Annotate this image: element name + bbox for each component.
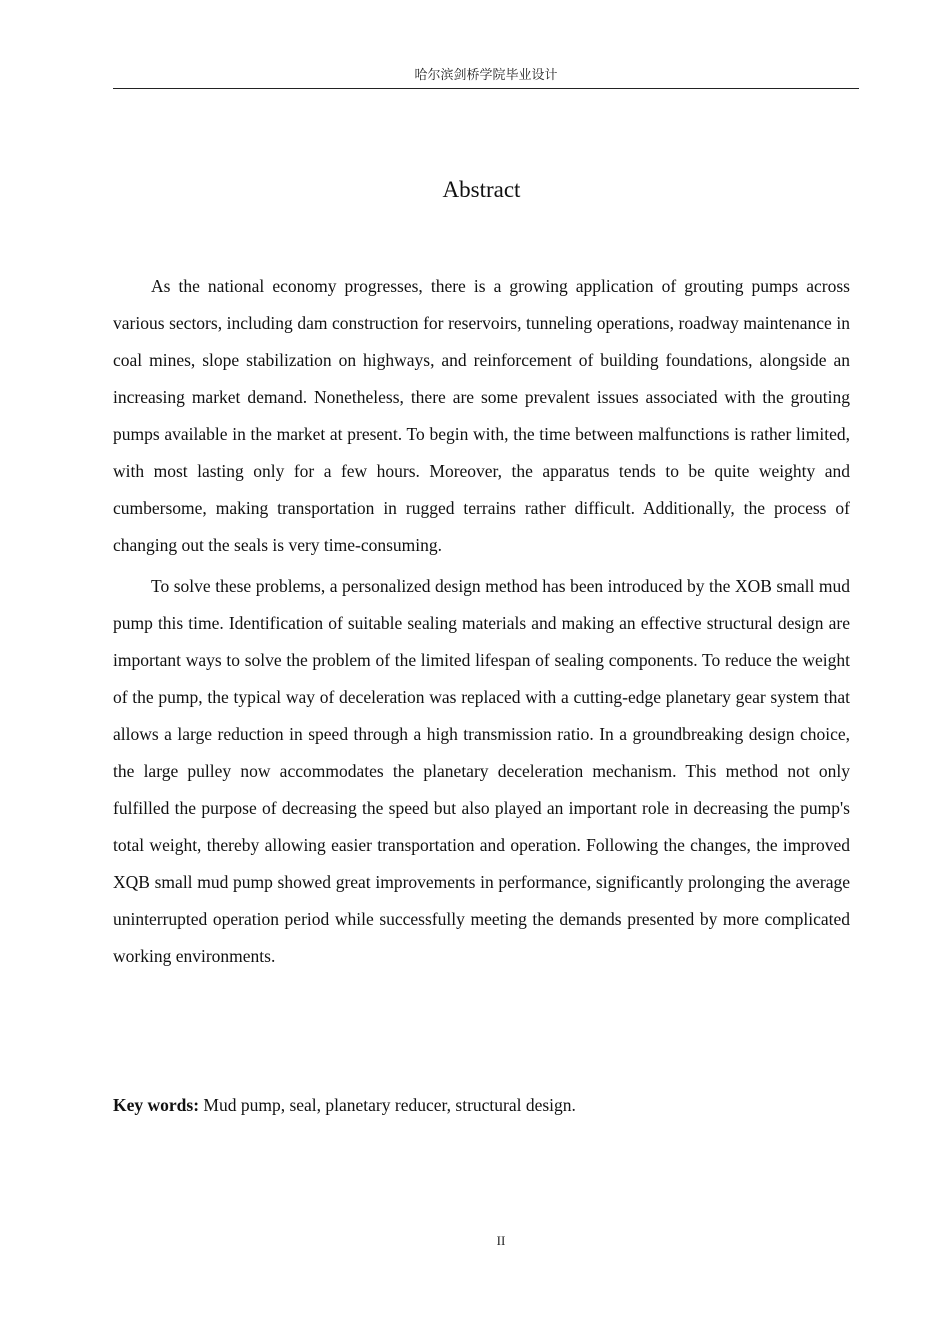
keywords-text: Mud pump, seal, planetary reducer, structural design.: [199, 1095, 576, 1115]
abstract-paragraph-1: As the national economy progresses, there is a growing application of grouting pumps across various sectors, including dam construction for reservoirs, tunneling operations, roadway maintenance in coal mines, slope stabilization on highways, and reinforcement of building foundations, alongside an increasing market demand. Nonetheless, there are some prevalent issues associated with the grouting pumps available in the market at present. To begin with, the time between malfunctions is rather limited, with most lasting only for a few hours. Moreover, the apparatus tends to be quite weighty and cumbersome, making transportation in rugged terrains rather difficult. Additionally, the process of changing out the seals is very time-consuming.: [113, 276, 850, 555]
keywords-line: [113, 1090, 850, 1120]
keywords-label: Key words:: [113, 1095, 200, 1115]
page-header: [113, 66, 859, 89]
page-number: II: [496, 1233, 506, 1248]
header-title: 哈尔滨剑桥学院毕业设计: [414, 68, 558, 83]
abstract-body: [113, 268, 850, 975]
page-title: Abstract: [442, 177, 521, 202]
abstract-paragraph-2: To solve these problems, a personalized design method has been introduced by the XOB small mud pump this time. Identification of suitable sealing materials and making an effective structural design are important ways to solve the problem of the limited lifespan of sealing components. To reduce the weight of the pump, the typical way of deceleration was replaced with a cutting-edge planetary gear system that allows a large reduction in speed through a high transmission ratio. In a groundbreaking design choice, the large pulley now accommodates the planetary deceleration mechanism. This method not only fulfilled the purpose of decreasing the speed but also played an important role in decreasing the pump's total weight, thereby allowing easier transportation and operation. Following the changes, the improved XQB small mud pump showed great improvements in performance, significantly prolonging the average uninterrupted operation period while successfully meeting the demands presented by more complicated working environments.: [113, 576, 850, 966]
